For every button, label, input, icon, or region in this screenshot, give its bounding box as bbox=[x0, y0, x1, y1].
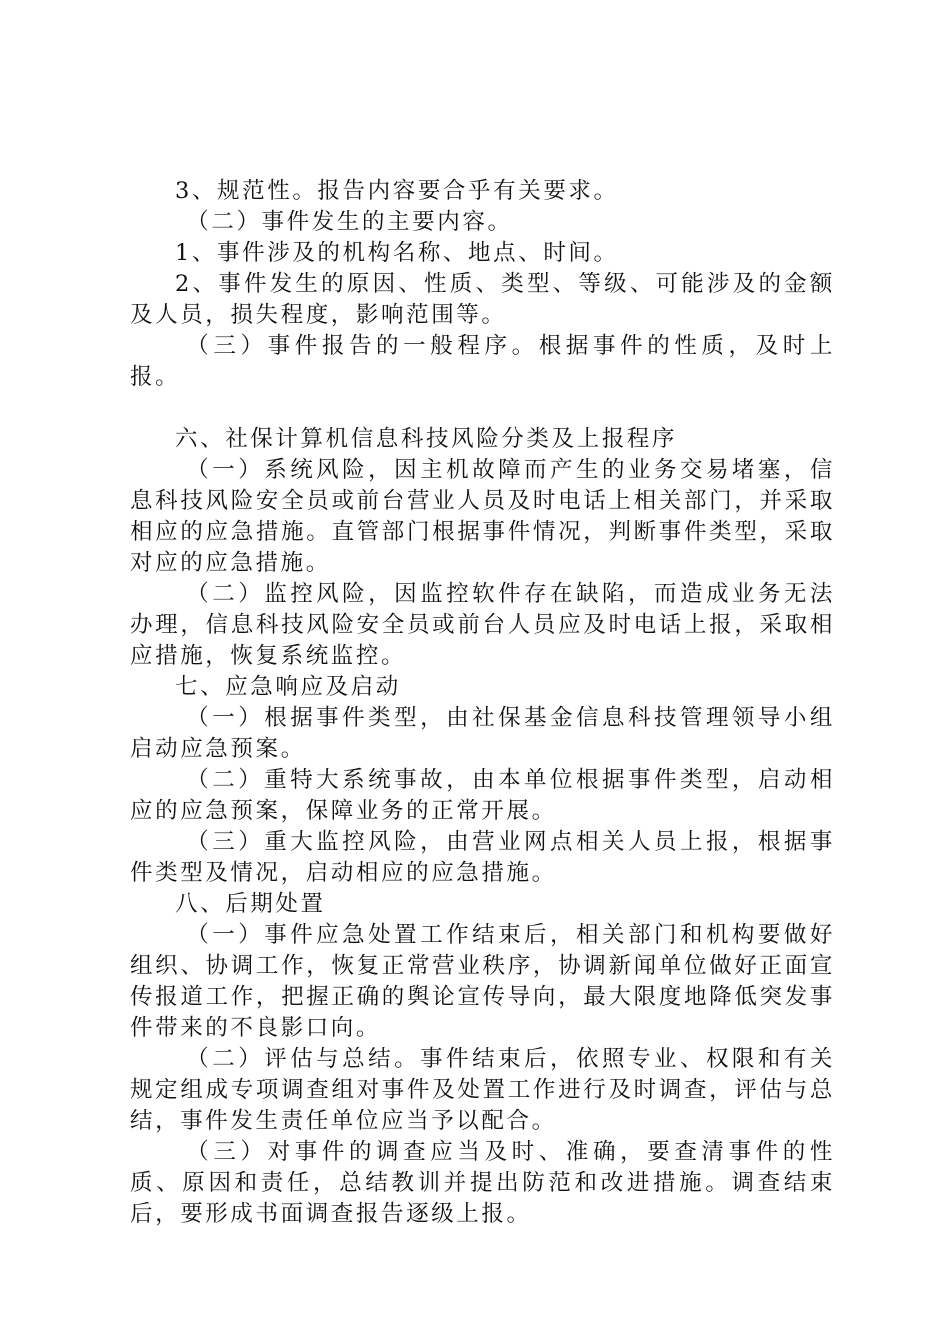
paragraph-item-1-institution: 1、事件涉及的机构名称、地点、时间。 bbox=[175, 240, 619, 266]
paragraph-response-one: （一）根据事件类型，由社保基金信息科技管理领导小组启动应急预案。 bbox=[130, 705, 835, 762]
paragraph-section-two-heading: （二）事件发生的主要内容。 bbox=[186, 209, 513, 235]
paragraph-system-risk: （一）系统风险，因主机故障而产生的业务交易堵塞，信息科技风险安全员或前台营业人员及时电话上相关部门，并采取相应的应急措施。直管部门根据事件情况，判断事件类型，采取对应的应急措施。 bbox=[130, 457, 835, 576]
document-body bbox=[130, 176, 835, 1230]
paragraph-section-three-heading: （三）事件报告的一般程序。根据事件的性质，及时上报。 bbox=[130, 333, 835, 390]
paragraph-response-two: （二）重特大系统事故，由本单位根据事件类型，启动相应的应急预案，保障业务的正常开展。 bbox=[130, 767, 835, 824]
heading-section-eight: 八、后期处置 bbox=[175, 891, 326, 917]
paragraph-aftermath-two: （二）评估与总结。事件结束后，依照专业、权限和有关规定组成专项调查组对事件及处置工作进行及时调查，评估与总结，事件发生责任单位应当予以配合。 bbox=[130, 1046, 835, 1134]
paragraph-aftermath-one: （一）事件应急处置工作结束后，相关部门和机构要做好组织、协调工作，恢复正常营业秩序，协调新闻单位做好正面宣传报道工作，把握正确的舆论宣传导向，最大限度地降低突发事件带来的不良影口向。 bbox=[130, 922, 835, 1041]
blank-line bbox=[130, 393, 835, 424]
heading-section-seven: 七、应急响应及启动 bbox=[175, 674, 401, 700]
paragraph-item-2-cause: 2、事件发生的原因、性质、类型、等级、可能涉及的金额及人员，损失程度，影响范围等。 bbox=[130, 271, 835, 328]
paragraph-aftermath-three: （三）对事件的调查应当及时、准确，要查清事件的性质、原因和责任，总结教训并提出防范和改进措施。调查结束后，要形成书面调查报告逐级上报。 bbox=[130, 1139, 835, 1227]
heading-section-six: 六、社保计算机信息科技风险分类及上报程序 bbox=[175, 426, 678, 452]
paragraph-monitoring-risk: （二）监控风险，因监控软件存在缺陷，而造成业务无法办理，信息科技风险安全员或前台人员应及时电话上报，采取相应措施，恢复系统监控。 bbox=[130, 581, 835, 669]
paragraph-response-three: （三）重大监控风险，由营业网点相关人员上报，根据事件类型及情况，启动相应的应急措施。 bbox=[130, 829, 835, 886]
paragraph-item-3-normative: 3、规范性。报告内容要合乎有关要求。 bbox=[175, 178, 619, 204]
